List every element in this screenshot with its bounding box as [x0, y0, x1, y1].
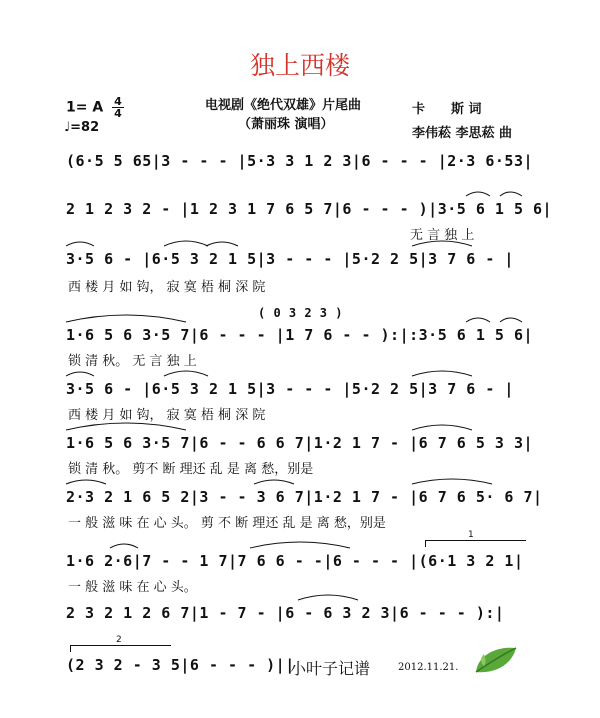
- score-row-1: (6·5 5 65|3 - - - |5·3 3 1 2 3|6 - - - |2·3 6·53|: [66, 152, 534, 170]
- score-row-5: 3·5 6 - |6·5 3 2 1 5|3 - - - |5·2 2 5|3 7 6 - |: [66, 380, 514, 398]
- score-row-10: (2 3 2 - 3 5|6 - - - )||: [66, 656, 295, 674]
- lyricist-credit: 卡 斯 词: [412, 102, 482, 117]
- lyrics-row-4: 锁 清 秋。 无 言 独 上: [68, 354, 197, 369]
- transcription-date: 2012.11.21.: [398, 662, 459, 673]
- performer: （萧丽珠 演唱）: [238, 117, 334, 132]
- tempo-value: =82: [70, 120, 100, 135]
- time-bottom: 4: [114, 107, 122, 120]
- song-title: 独上西楼: [249, 51, 350, 80]
- lyrics-row-7: 一 般 滋 味 在 心 头。 剪 不 断 理还 乱 是 离 愁，别是: [68, 516, 386, 531]
- volta-2-label: 2: [116, 635, 122, 645]
- lyrics-row-2: 无 言 独 上: [410, 228, 475, 243]
- time-top: 4: [114, 95, 122, 108]
- score-row-4: 1·6 5 6 3·5 7|6 - - - |1 7 6 - - ):|:3·5 6 1 5 6|: [66, 326, 534, 344]
- subtitle: 电视剧《绝代双雄》片尾曲: [205, 98, 362, 113]
- score-row-8: 1·6 2·6|7 - - 1 7|7 6 6 - -|6 - - - |(6·1 3 2 1|: [66, 552, 524, 570]
- score-row-9: 2 3 2 1 2 6 7|1 - 7 - |6 - 6 3 2 3|6 - - - ):|: [66, 604, 505, 622]
- lyrics-row-8: 一 般 滋 味 在 心 头。: [68, 580, 197, 595]
- quarter-note-icon: ♩: [64, 120, 71, 135]
- pickup-notes: ( 0 3 2 3 ): [258, 306, 343, 320]
- volta-1-label: 1: [468, 530, 474, 540]
- score-row-2: 2 1 2 3 2 - |1 2 3 1 7 6 5 7|6 - - - )|3·5 6 1 5 6|: [66, 200, 553, 218]
- lyrics-row-5: 西 楼 月 如 钩， 寂 寞 梧 桐 深 院: [68, 408, 266, 423]
- score-row-6: 1·6 5 6 3·5 7|6 - - 6 6 7|1·2 1 7 - |6 7 6 5 3 3|: [66, 434, 534, 452]
- lyrics-row-3: 西 楼 月 如 钩， 寂 寞 梧 桐 深 院: [68, 280, 266, 295]
- transcriber-signature: 小叶子记谱: [290, 659, 371, 678]
- score-row-3: 3·5 6 - |6·5 3 2 1 5|3 - - - |5·2 2 5|3 7 6 - |: [66, 250, 514, 268]
- key-label: 1= A: [66, 99, 104, 116]
- composer-credit: 李伟菘 李思菘 曲: [412, 126, 513, 141]
- score-row-7: 2·3 2 1 6 5 2|3 - - 3 6 7|1·2 1 7 - |6 7 6 5· 6 7|: [66, 488, 543, 506]
- lyrics-row-6: 锁 清 秋。 剪不 断 理还 乱 是 离 愁，别是: [68, 462, 314, 477]
